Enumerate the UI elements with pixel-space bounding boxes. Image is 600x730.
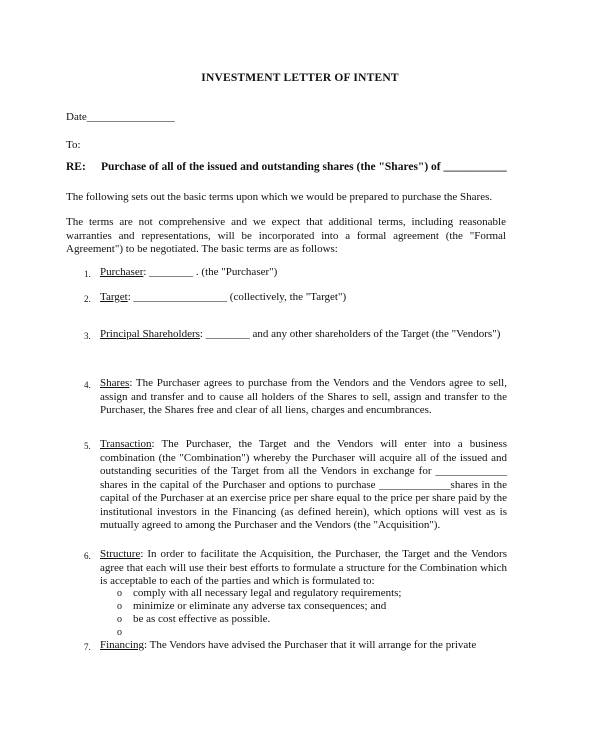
item-text: : The Purchaser agrees to purchase from the Vendors and the Vendors agree to sell, assign and transfer and to cause all holders of the Shares to sell, assign and transfer to the Purchaser, the Shares free and clear of all liens, charges and encumbrances. <box>100 377 507 416</box>
item-number: 1. <box>84 269 91 279</box>
date-line: Date________________ <box>66 111 175 123</box>
intro-paragraph: The following sets out the basic terms upon which we would be prepared to purchase the Shares. <box>66 191 493 203</box>
item-text: : The Purchaser, the Target and the Vendors will enter into a business combination (the "Combination") whereby the Purchaser will acquire all of the issued and outstanding securities of the Target from all the Vendors in exchange for _____________ shares in the capital of the Purchaser and options to purchase _____________shares in the capital of the Purchaser at an exercise price per share equal to the price per share paid by the institutional investors in the Financing (as defined herein), which options will vest as is mutually agreed to among the Purchaser and the Vendors (the "Acquisition"). <box>100 438 507 531</box>
item-number: 2. <box>84 294 91 304</box>
terms-paragraph: The terms are not comprehensive and we expect that additional terms, including reasonable warranties and representations, will be incorporated into a formal agreement (the "Formal Agreement") to be negotiated. The basic terms are as follows: <box>66 216 506 255</box>
item-label: Financing <box>100 639 144 651</box>
item-number: 3. <box>84 331 91 341</box>
bullet-marker: o <box>117 614 122 625</box>
item-number: 7. <box>84 642 91 652</box>
item-label: Shares <box>100 377 130 389</box>
item-label: Principal Shareholders <box>100 328 200 340</box>
to-line: To: <box>66 139 81 151</box>
item-number: 4. <box>84 380 91 390</box>
list-item-financing <box>100 639 507 653</box>
bullet-marker: o <box>117 601 122 612</box>
item-text: : ________ . (the "Purchaser") <box>143 266 278 278</box>
item-label: Structure <box>100 548 141 560</box>
item-label: Target <box>100 291 128 303</box>
item-label: Transaction <box>100 438 152 450</box>
re-text: Purchase of all of the issued and outstanding shares (the "Shares") of ___________ <box>101 161 507 173</box>
list-item-principal-shareholders <box>100 328 507 342</box>
item-number: 5. <box>84 441 91 451</box>
sub-bullet-text: minimize or eliminate any adverse tax consequences; and <box>133 600 387 612</box>
item-text: : ________ and any other shareholders of the Target (the "Vendors") <box>199 328 501 340</box>
list-item-target <box>100 291 507 305</box>
list-item-transaction <box>100 438 507 533</box>
list-item-purchaser <box>100 266 507 280</box>
item-text: : The Vendors have advised the Purchaser that it will arrange for the private <box>144 639 477 651</box>
sub-bullet-text: comply with all necessary legal and regulatory requirements; <box>133 587 402 599</box>
list-item-structure <box>100 548 507 589</box>
item-text: : In order to facilitate the Acquisition, the Purchaser, the Target and the Vendors agree that each will use their best efforts to formulate a structure for the Combination which is acceptable to each of the parties and which is formulated to: <box>100 548 507 587</box>
bullet-marker: o <box>117 627 122 638</box>
item-label: Purchaser <box>100 266 144 278</box>
item-number: 6. <box>84 551 91 561</box>
sub-bullet-text: be as cost effective as possible. <box>133 613 271 625</box>
bullet-marker: o <box>117 588 122 599</box>
item-text: : _________________ (collectively, the "Target") <box>127 291 347 303</box>
document-title: INVESTMENT LETTER OF INTENT <box>201 72 399 84</box>
list-item-shares <box>100 377 507 418</box>
re-label: RE: <box>66 161 86 173</box>
